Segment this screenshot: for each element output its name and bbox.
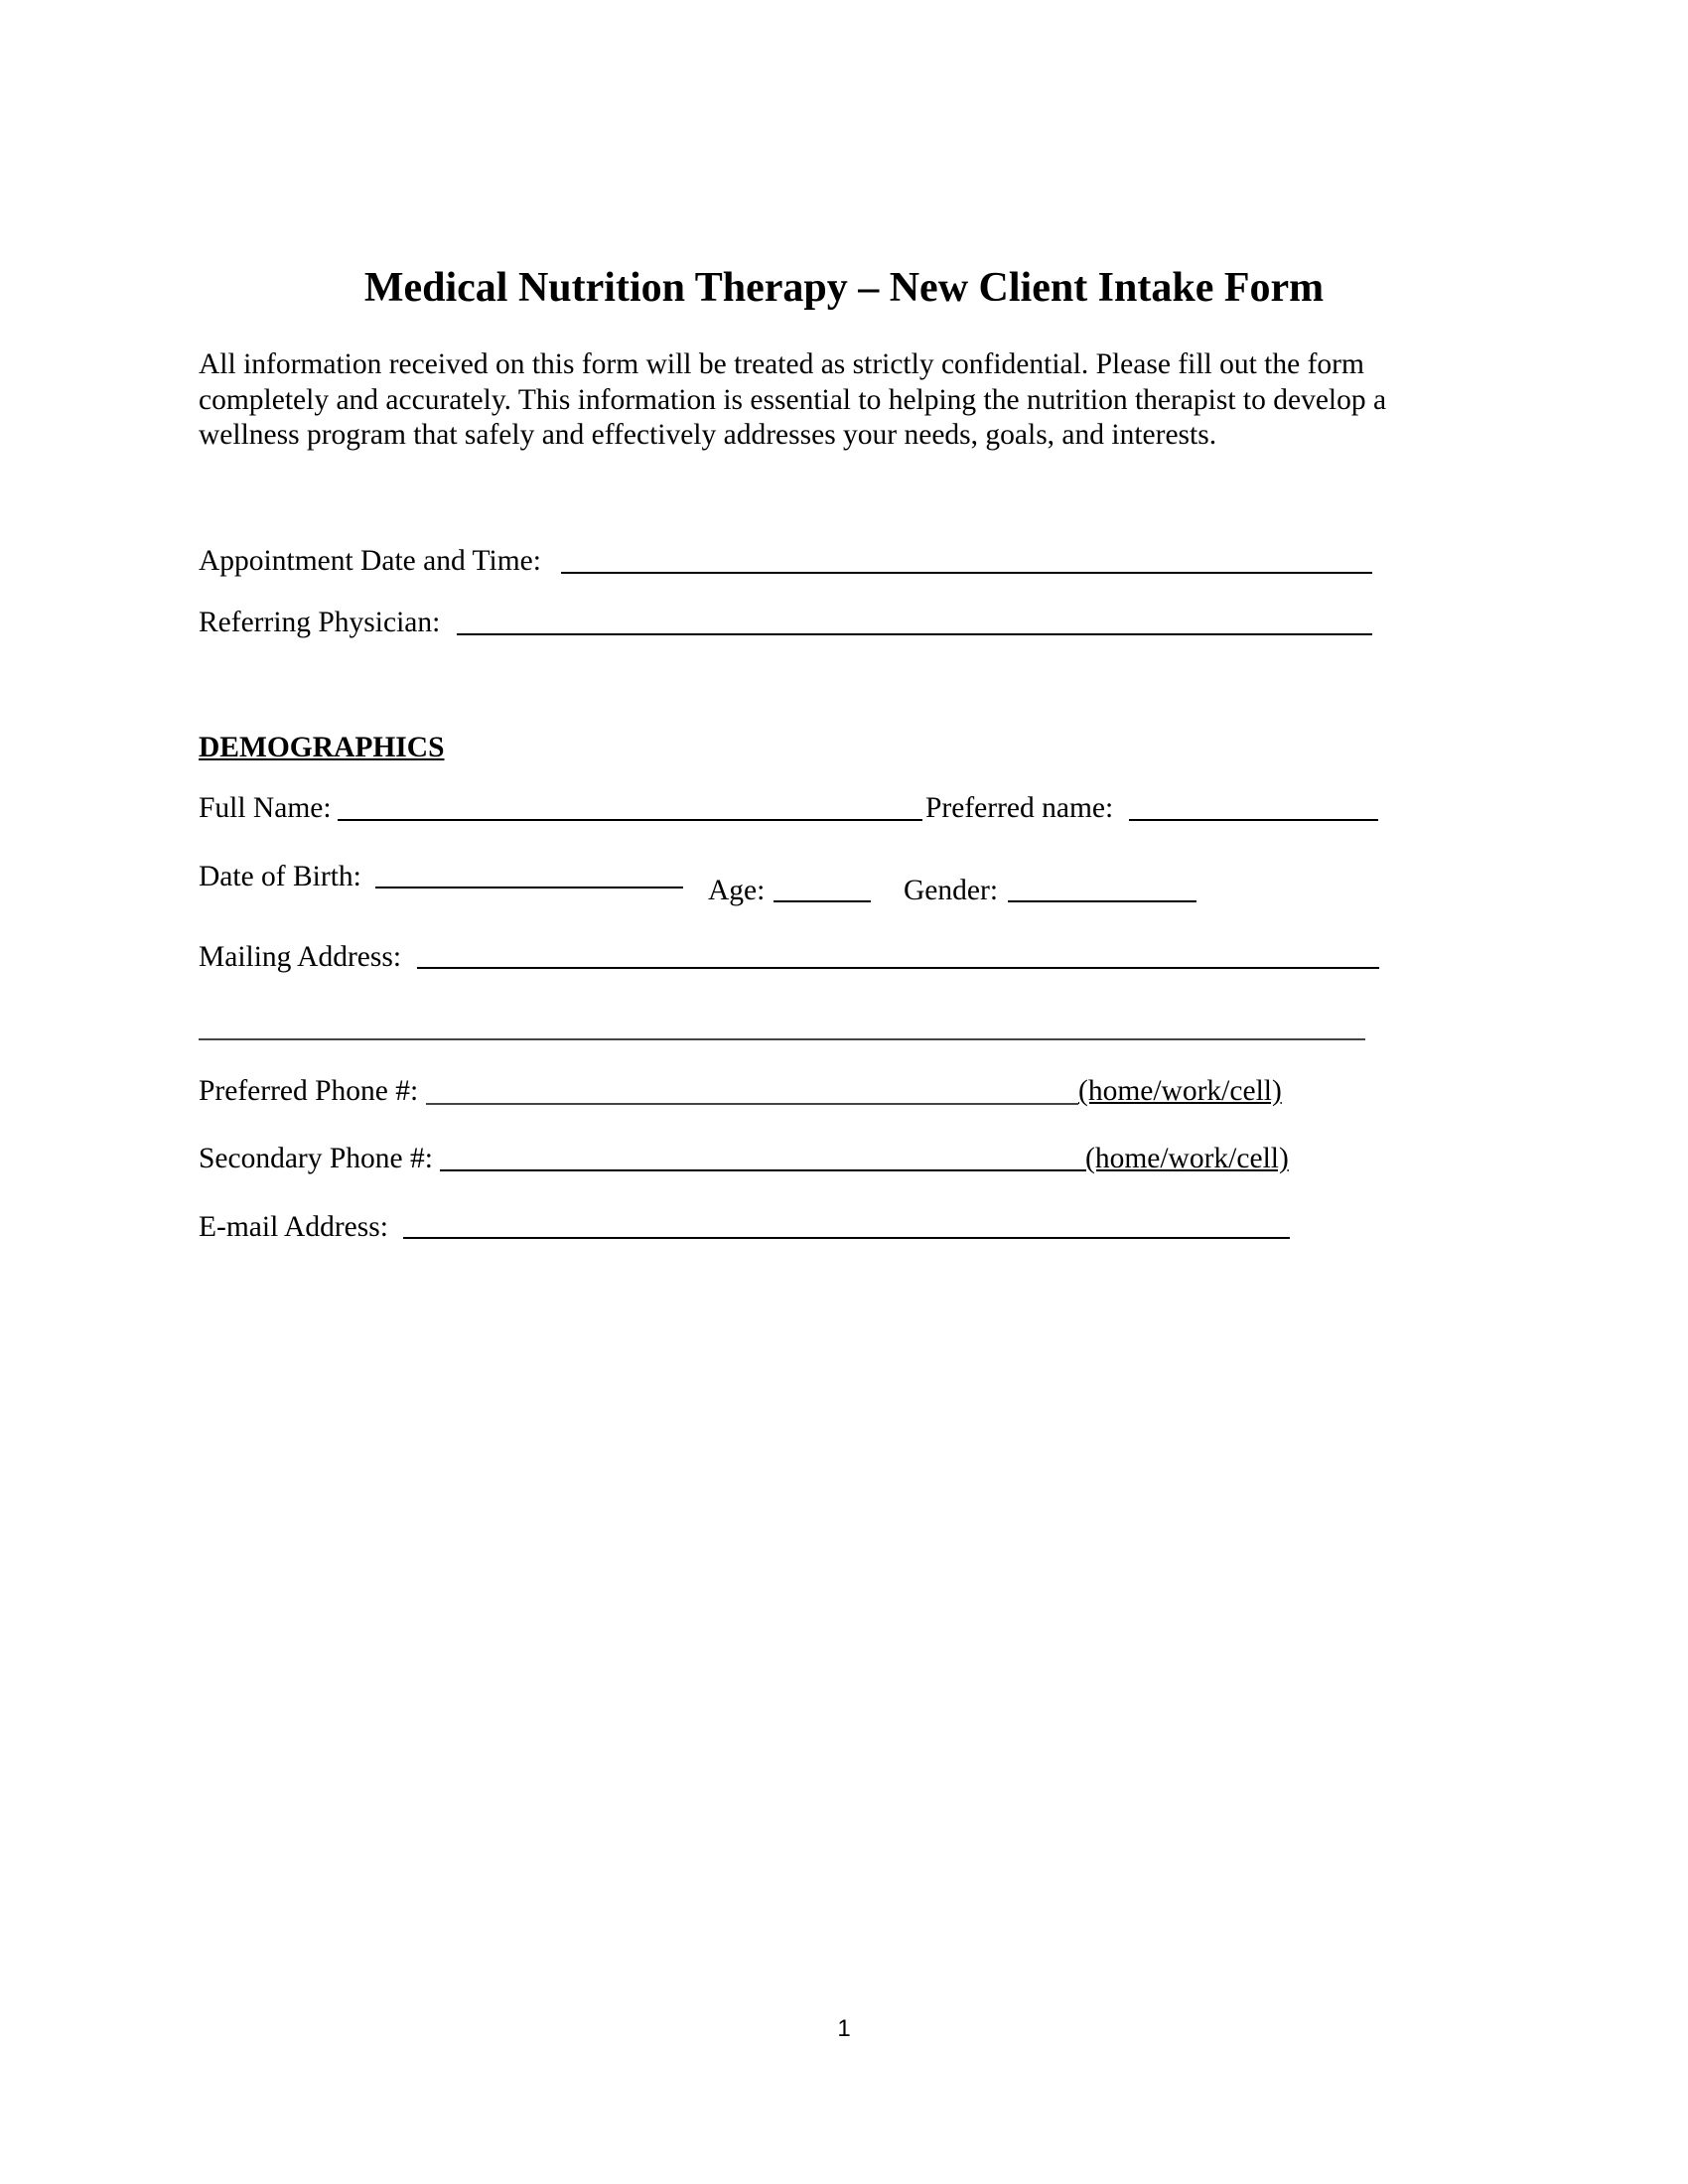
intro-paragraph: All information received on this form will be treated as strictly confidential. Please fill out the form completely and accurately. This information is essential to helping the nutrition therapist to develop a wellness program that safely and effectively addresses your needs, goals, and interests. — [199, 348, 1387, 451]
secondary-phone-type: (home/work/cell) — [1085, 1143, 1289, 1174]
gender-field[interactable] — [1008, 900, 1196, 902]
page-number: 1 — [837, 2015, 851, 2042]
email-label: E-mail Address: — [199, 1211, 388, 1243]
demographics-heading: DEMOGRAPHICS — [199, 732, 445, 763]
dob-label: Date of Birth: — [199, 861, 361, 892]
preferred-name-field[interactable] — [1129, 819, 1378, 821]
age-label: Age: — [708, 875, 766, 906]
mailing-address-label: Mailing Address: — [199, 941, 402, 973]
preferred-phone-type: (home/work/cell) — [1078, 1075, 1282, 1107]
full-name-label: Full Name: — [199, 792, 332, 824]
physician-field[interactable] — [457, 633, 1372, 635]
email-field[interactable] — [403, 1237, 1290, 1239]
secondary-phone-label: Secondary Phone #: — [199, 1143, 433, 1174]
gender-label: Gender: — [904, 875, 999, 906]
appointment-label: Appointment Date and Time: — [199, 545, 541, 577]
preferred-phone-field[interactable] — [426, 1103, 1078, 1105]
preferred-phone-label: Preferred Phone #: — [199, 1075, 419, 1107]
mailing-address-field[interactable] — [417, 967, 1379, 969]
physician-label: Referring Physician: — [199, 607, 441, 638]
mailing-address-line-2[interactable] — [199, 1038, 1365, 1040]
appointment-field[interactable] — [561, 572, 1372, 574]
preferred-name-label: Preferred name: — [925, 792, 1114, 824]
dob-field[interactable] — [375, 887, 683, 888]
secondary-phone-field[interactable] — [440, 1169, 1085, 1171]
full-name-field[interactable] — [338, 819, 922, 821]
age-field[interactable] — [774, 900, 871, 902]
page-title: Medical Nutrition Therapy – New Client Intake Form — [363, 265, 1325, 311]
